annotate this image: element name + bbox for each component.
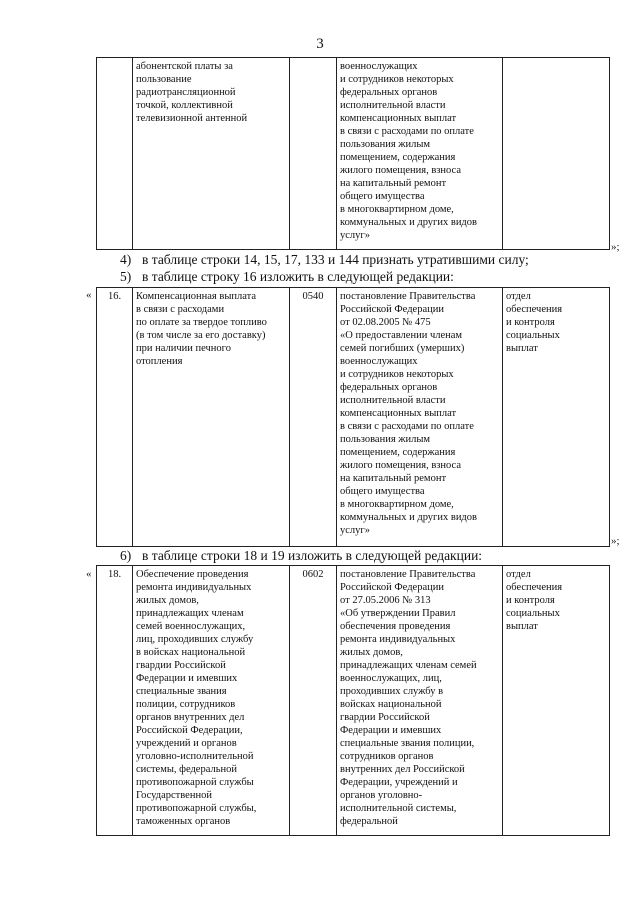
cell-line: социальных (506, 608, 560, 619)
cell-line: выплат (506, 621, 538, 632)
cell-line: обеспечения проведения (340, 621, 451, 632)
cell-line: Обеспечение проведения (136, 569, 249, 580)
cell-line: лиц, проходивших службу (136, 634, 254, 645)
cell-line: федеральных органов (340, 87, 438, 98)
cell-line: пользование (136, 74, 192, 85)
cell-line: Федерации и имевших (136, 673, 238, 684)
cell-line: обеспечения (506, 304, 563, 315)
cell-line: органов уголовно- (340, 790, 423, 801)
cell-line: пользования жилым (340, 434, 431, 445)
num-cell (97, 58, 133, 250)
cell-line: услуг» (340, 525, 370, 536)
cell-line: военнослужащих, лиц, (340, 673, 442, 684)
cell-line: «О предоставлении членам (340, 330, 463, 341)
cell-line: войсках национальной (340, 699, 442, 710)
cell-line: гвардии Российской (340, 712, 430, 723)
cell-line: военнослужащих (340, 61, 418, 72)
cell-line: принадлежащих членам (136, 608, 244, 619)
payment-name-cell (133, 566, 290, 836)
cell-line: и сотрудников некоторых (340, 369, 454, 380)
cell-line: услуг» (340, 230, 370, 241)
cell-line: радиотрансляционной (136, 87, 236, 98)
cell-line: и сотрудников некоторых (340, 74, 454, 85)
cell-line: по оплате за твердое топливо (136, 317, 267, 328)
page-number: 3 (316, 36, 324, 52)
cell-line: телевизионной антенной (136, 113, 248, 124)
cell-line: общего имущества (340, 191, 425, 202)
legal-act-cell (337, 288, 503, 547)
row-number: 16. (97, 288, 133, 547)
cell-line: в многоквартирном доме, (340, 204, 454, 215)
cell-line: выплат (506, 343, 538, 354)
cell-line: постановление Правительства (340, 569, 476, 580)
cell-line: на капитальный ремонт (340, 473, 447, 484)
cell-line: жилого помещения, взноса (340, 460, 462, 471)
cell-line: Компенсационная выплата (136, 291, 257, 302)
cell-line: обеспечения (506, 582, 563, 593)
cell-line: принадлежащих членам семей (340, 660, 477, 671)
cell-line: Российской Федерации (340, 304, 444, 315)
cell-line: компенсационных выплат (340, 113, 457, 124)
cell-line: федеральных органов (340, 382, 438, 393)
payment-name-cell (133, 58, 290, 250)
cell-line: помещением, содержания (340, 447, 456, 458)
cell-line: на капитальный ремонт (340, 178, 447, 189)
cell-line: (в том числе за его доставку) (136, 330, 266, 341)
code-cell: 0540 (290, 288, 337, 547)
row-number: 18. (97, 566, 133, 836)
department-cell (503, 566, 610, 836)
code-cell (290, 58, 337, 250)
table-row (97, 58, 610, 250)
opening-quote-mark: « (86, 568, 92, 580)
legal-act-cell (337, 566, 503, 836)
department-cell (503, 58, 610, 250)
cell-line: противопожарной службы (136, 777, 254, 788)
cell-line: сотрудников органов (340, 751, 434, 762)
cell-line: системы, федеральной (136, 764, 237, 775)
cell-line: «Об утверждении Правил (340, 608, 456, 619)
cell-line: федеральной (340, 816, 398, 827)
cell-line: в связи с расходами (136, 304, 225, 315)
closing-quote-mark: »; (611, 535, 620, 547)
cell-line: уголовно-исполнительной (136, 751, 254, 762)
cell-line: в связи с расходами по оплате (340, 126, 474, 137)
cell-line: исполнительной власти (340, 100, 446, 111)
payment-name-cell (133, 288, 290, 547)
cell-line: исполнительной системы, (340, 803, 457, 814)
cell-line: помещением, содержания (340, 152, 456, 163)
cell-line: семей военнослужащих, (136, 621, 246, 632)
cell-line: отдел (506, 291, 531, 302)
closing-quote-mark: »; (611, 241, 620, 253)
cell-line: таможенных органов (136, 816, 231, 827)
paragraph-4: 4) в таблице строки 14, 15, 17, 133 и 144 признать утратившими силу; (120, 252, 529, 267)
cell-line: ремонта индивидуальных (340, 634, 456, 645)
paragraph-5: 5) в таблице строку 16 изложить в следующей редакции: (120, 269, 454, 284)
cell-line: ремонта индивидуальных (136, 582, 252, 593)
cell-line: Федерации и имевших (340, 725, 442, 736)
cell-line: общего имущества (340, 486, 425, 497)
cell-line: жилых домов, (136, 595, 199, 606)
cell-line: учреждений и органов (136, 738, 237, 749)
cell-line: и контроля (506, 317, 555, 328)
department-cell (503, 288, 610, 547)
cell-line: жилых домов, (340, 647, 403, 658)
cell-line: от 27.05.2006 № 313 (340, 595, 431, 606)
cell-line: Федерации, учреждений и (340, 777, 458, 788)
cell-line: внутренних дел Российской (340, 764, 465, 775)
cell-line: при наличии печного (136, 343, 231, 354)
cell-line: социальных (506, 330, 560, 341)
table-row (97, 566, 610, 836)
cell-line: отдел (506, 569, 531, 580)
opening-quote-mark: « (86, 289, 92, 301)
cell-line: Российской Федерации (340, 582, 444, 593)
cell-line: гвардии Российской (136, 660, 226, 671)
cell-line: органов внутренних дел (136, 712, 245, 723)
cell-line: в войсках национальной (136, 647, 246, 658)
cell-line: Государственной (136, 790, 212, 801)
cell-line: постановление Правительства (340, 291, 476, 302)
cell-line: военнослужащих (340, 356, 418, 367)
cell-line: отопления (136, 356, 183, 367)
cell-line: в многоквартирном доме, (340, 499, 454, 510)
paragraph-6: 6) в таблице строки 18 и 19 изложить в следующей редакции: (120, 548, 483, 563)
cell-line: от 02.08.2005 № 475 (340, 317, 431, 328)
table-continuation (96, 57, 610, 250)
code-cell: 0602 (290, 566, 337, 836)
table-row-16 (96, 287, 610, 547)
cell-line: коммунальных и других видов (340, 217, 477, 228)
cell-line: абонентской платы за (136, 61, 233, 72)
cell-line: коммунальных и других видов (340, 512, 477, 523)
cell-line: специальные звания (136, 686, 227, 697)
cell-line: противопожарной службы, (136, 803, 257, 814)
cell-line: точкой, коллективной (136, 100, 233, 111)
cell-line: исполнительной власти (340, 395, 446, 406)
cell-line: пользования жилым (340, 139, 431, 150)
legal-act-cell (337, 58, 503, 250)
cell-line: Российской Федерации, (136, 725, 243, 736)
cell-line: жилого помещения, взноса (340, 165, 462, 176)
cell-line: проходивших службу в (340, 686, 444, 697)
table-row-18 (96, 565, 610, 836)
cell-line: специальные звания полиции, (340, 738, 475, 749)
cell-line: и контроля (506, 595, 555, 606)
cell-line: семей погибших (умерших) (340, 343, 465, 354)
cell-line: полиции, сотрудников (136, 699, 236, 710)
cell-line: компенсационных выплат (340, 408, 457, 419)
table-row (97, 288, 610, 547)
cell-line: в связи с расходами по оплате (340, 421, 474, 432)
